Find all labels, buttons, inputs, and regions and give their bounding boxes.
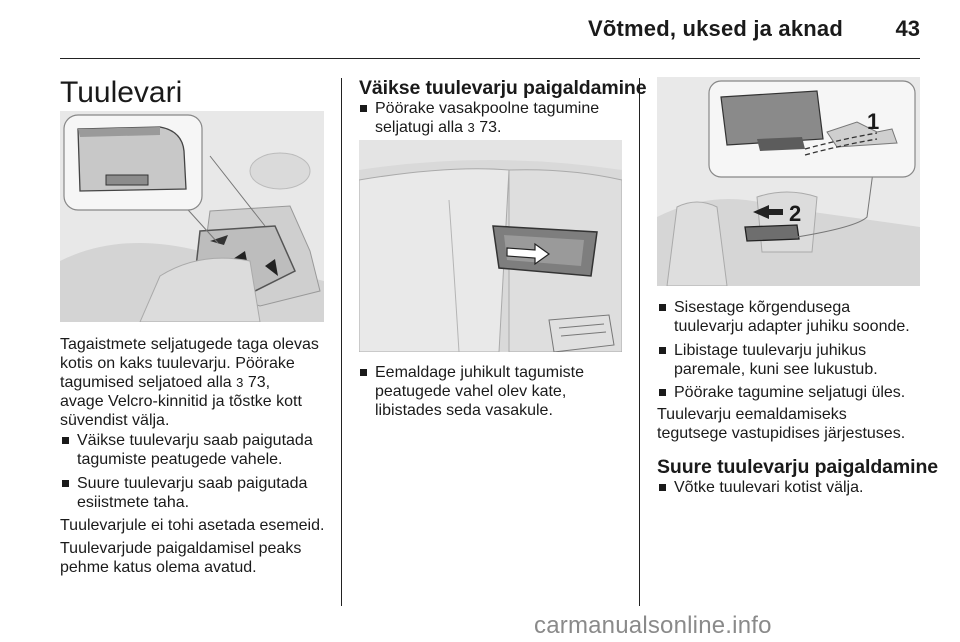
column-divider — [639, 78, 640, 606]
list-item: Libistage tuulevarju juhikus paremale, kuni see lukustub. — [657, 341, 878, 379]
page-number: 43 — [895, 16, 920, 41]
figure-headrest-cover — [359, 140, 622, 352]
bullet-square-icon — [360, 105, 367, 112]
column-divider — [341, 78, 342, 606]
bullet-square-icon — [659, 304, 666, 311]
step-1-label: 1 — [867, 109, 880, 134]
bullet-square-icon — [62, 480, 69, 487]
list-item: Võtke tuulevari kotist välja. — [657, 478, 863, 497]
list-item: Sisestage kõrgendusega tuulevarju adapter juhiku soonde. — [657, 298, 910, 336]
list-item: Väikse tuulevarju saab paigutada tagumiste peatugede vahele. — [60, 431, 313, 469]
car-interior-illustration — [60, 111, 324, 322]
seat-cover-illustration — [359, 140, 622, 352]
section-heading-small-windbreak: Väikse tuulevarju paigaldamine — [359, 77, 647, 99]
list-item: Pöörake tagumine seljatugi üles. — [657, 383, 905, 402]
intro-paragraph: Tagaistmete seljatugede taga olevas kotis on kaks tuulevarju. Pöörake tagumised seljatoed alla 3 73, avage Velcro-kinnitid ja tõstke kott süvendist välja. — [60, 336, 319, 429]
bullet-square-icon — [659, 347, 666, 354]
warning-paragraph: Tuulevarjule ei tohi asetada esemeid. — [60, 517, 325, 534]
bullet-square-icon — [659, 484, 666, 491]
page-ref-icon: 3 — [236, 375, 244, 390]
list-item: Eemaldage juhikult tagumiste peatugede vahel olev kate, libistades seda vasakule. — [358, 363, 584, 420]
removal-paragraph: Tuulevarju eemaldamiseks tegutsege vastupidises järjestuses. — [657, 406, 906, 442]
figure-windbreak-bag — [60, 111, 324, 322]
list-item: Pöörake vasakpoolne tagumine seljatugi alla 3 73. — [358, 99, 599, 137]
page-ref-icon: 3 — [467, 120, 475, 135]
figure-adapter-install — [657, 77, 920, 286]
header-rule — [60, 58, 920, 59]
adapter-illustration — [657, 77, 920, 286]
bullet-square-icon — [659, 389, 666, 396]
section-heading-large-windbreak: Suure tuulevarju paigaldamine — [657, 456, 939, 478]
list-item: Suure tuulevarju saab paigutada esiistmete taha. — [60, 474, 307, 512]
step-2-label: 2 — [789, 201, 802, 226]
bullet-square-icon — [62, 437, 69, 444]
bullet-square-icon — [360, 369, 367, 376]
section-heading-tuulevari: Tuulevari — [60, 76, 183, 109]
watermark: carmanualsonline.info — [534, 612, 772, 639]
note-paragraph: Tuulevarjude paigaldamisel peaks pehme katus olema avatud. — [60, 540, 302, 576]
page-header-title: Võtmed, uksed ja aknad — [587, 16, 843, 41]
